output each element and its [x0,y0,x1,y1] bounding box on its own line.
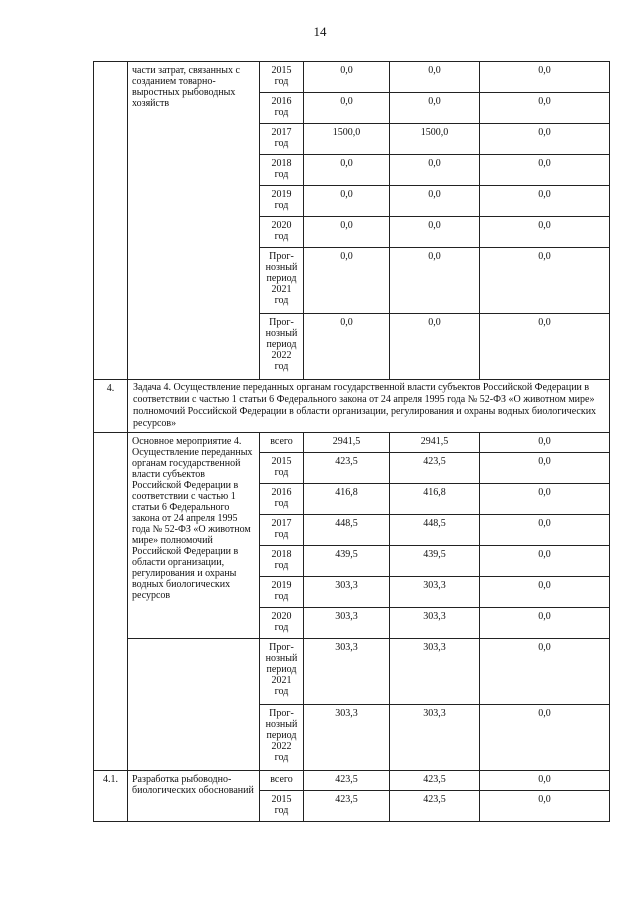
other-value: 0,0 [480,433,610,453]
total-value: 0,0 [304,62,390,93]
period-cell: 2019 год [260,577,304,608]
period-cell: 2015 год [260,453,304,484]
activity-description: части затрат, связанных с созданием товарно-выростных рыбоводных хозяйств [128,62,260,380]
period-cell: 2015 год [260,791,304,822]
other-value: 0,0 [480,771,610,791]
activity-description: Разработка рыбоводно-биологических обоснований [128,771,260,822]
other-value: 0,0 [480,155,610,186]
budget-table-container [93,61,610,822]
other-value: 0,0 [480,484,610,515]
period-cell: 2016 год [260,484,304,515]
period-cell: Прог- нозный период 2021 год [260,639,304,705]
total-value: 303,3 [304,639,390,705]
other-value: 0,0 [480,248,610,314]
other-value: 0,0 [480,124,610,155]
federal-value: 0,0 [390,186,480,217]
period-cell: 2019 год [260,186,304,217]
total-value: 423,5 [304,771,390,791]
federal-value: 1500,0 [390,124,480,155]
other-value: 0,0 [480,546,610,577]
total-value: 0,0 [304,93,390,124]
federal-value: 0,0 [390,248,480,314]
period-cell: 2015 год [260,62,304,93]
period-cell: всего [260,433,304,453]
period-cell: 2020 год [260,608,304,639]
page-number: 14 [313,24,327,39]
period-cell: 2017 год [260,124,304,155]
federal-value: 303,3 [390,608,480,639]
total-value: 1500,0 [304,124,390,155]
table-row [94,771,610,791]
federal-value: 0,0 [390,93,480,124]
activity-description-continued [128,639,260,771]
total-value: 423,5 [304,791,390,822]
federal-value: 439,5 [390,546,480,577]
period-cell: 2020 год [260,217,304,248]
row-index [94,433,128,771]
period-cell: 2018 год [260,155,304,186]
other-value: 0,0 [480,608,610,639]
total-value: 448,5 [304,515,390,546]
federal-value: 303,3 [390,639,480,705]
total-value: 303,3 [304,608,390,639]
federal-value: 0,0 [390,62,480,93]
federal-value: 0,0 [390,314,480,380]
total-value: 303,3 [304,577,390,608]
table-row [94,433,610,453]
task-row [94,380,610,433]
period-cell: 2018 год [260,546,304,577]
period-cell: 2017 год [260,515,304,546]
federal-value: 303,3 [390,577,480,608]
budget-table [93,61,610,822]
other-value: 0,0 [480,639,610,705]
federal-value: 423,5 [390,453,480,484]
task-description: Задача 4. Осуществление переданных органам государственной власти субъектов Российской Федерации в соответствии с частью 1 статьи 6 Федерального закона от 24 апреля 1995 года № 52-ФЗ «О животном мире» полномочий Российской Федерации в области организации, регулирования и охраны водных биологических ресурсов» [128,380,610,433]
federal-value: 448,5 [390,515,480,546]
table-row [94,62,610,93]
row-index: 4.1. [94,771,128,822]
total-value: 2941,5 [304,433,390,453]
task-index: 4. [94,380,128,433]
total-value: 423,5 [304,453,390,484]
other-value: 0,0 [480,515,610,546]
federal-value: 2941,5 [390,433,480,453]
period-cell: Прог- нозный период 2022 год [260,705,304,771]
federal-value: 0,0 [390,155,480,186]
total-value: 0,0 [304,248,390,314]
other-value: 0,0 [480,791,610,822]
other-value: 0,0 [480,314,610,380]
period-cell: 2016 год [260,93,304,124]
period-cell: Прог- нозный период 2021 год [260,248,304,314]
period-cell: всего [260,771,304,791]
other-value: 0,0 [480,217,610,248]
row-index [94,62,128,380]
federal-value: 416,8 [390,484,480,515]
federal-value: 303,3 [390,705,480,771]
other-value: 0,0 [480,577,610,608]
other-value: 0,0 [480,453,610,484]
federal-value: 423,5 [390,791,480,822]
total-value: 0,0 [304,155,390,186]
total-value: 0,0 [304,217,390,248]
total-value: 0,0 [304,186,390,217]
other-value: 0,0 [480,186,610,217]
federal-value: 0,0 [390,217,480,248]
other-value: 0,0 [480,705,610,771]
total-value: 416,8 [304,484,390,515]
other-value: 0,0 [480,93,610,124]
period-cell: Прог- нозный период 2022 год [260,314,304,380]
federal-value: 423,5 [390,771,480,791]
total-value: 439,5 [304,546,390,577]
other-value: 0,0 [480,62,610,93]
total-value: 303,3 [304,705,390,771]
table-row [94,639,610,705]
total-value: 0,0 [304,314,390,380]
activity-description: Основное мероприятие 4. Осуществление переданных органам государственной власти субъектов Российской Федерации в соответствии с частью 1 статьи 6 Федерального закона от 24 апреля 1995 года № 52-ФЗ «О животном мире» полномочий Российской Федерации в области организации, регулирования и охраны водных биологических ресурсов [128,433,260,639]
